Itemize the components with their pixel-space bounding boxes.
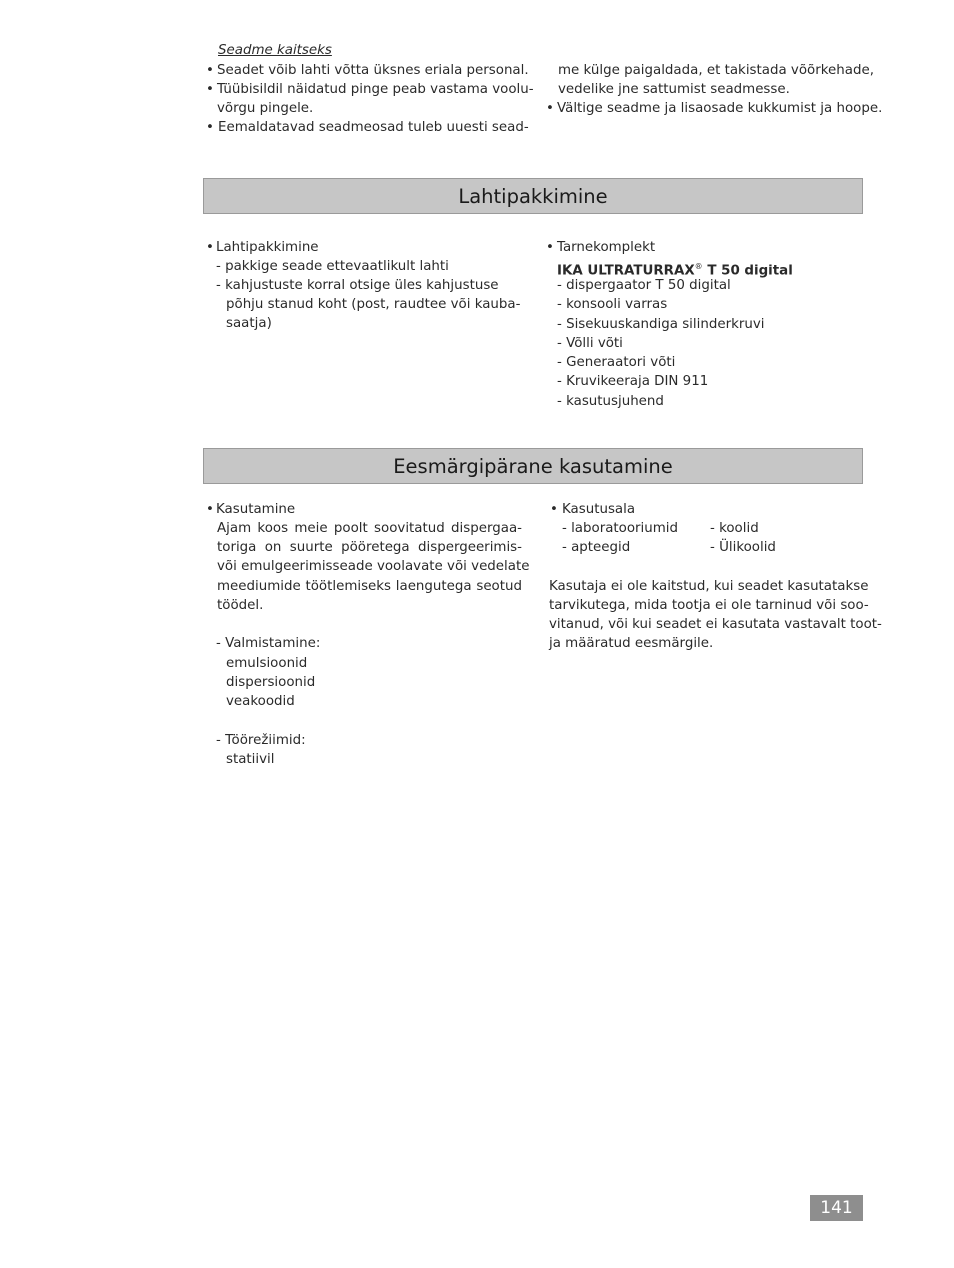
- bullet: •: [206, 502, 214, 517]
- manufacture-item: veakoodid: [226, 694, 295, 709]
- bullet: •: [546, 240, 554, 255]
- liability-paragraph-line: Kasutaja ei ole kaitstud, kui seadet kasutatakse: [549, 579, 869, 594]
- bullet: •: [206, 63, 214, 78]
- liability-paragraph-line: ja määratud eesmärgile.: [549, 636, 714, 651]
- safety-item: Eemaldatavad seadmeosad tuleb uuesti sead-: [218, 120, 529, 135]
- bullet: •: [206, 82, 214, 97]
- page-number: 141: [810, 1195, 863, 1221]
- delivery-item: - Võlli võti: [557, 336, 623, 351]
- delivery-item: - kasutusjuhend: [557, 394, 664, 409]
- delivery-item: - Generaatori võti: [557, 355, 676, 370]
- manufacture-item: emulsioonid: [226, 656, 308, 671]
- unpacking-item-cont: saatja): [226, 316, 272, 331]
- usage-paragraph-line: töödel.: [217, 598, 264, 613]
- delivery-item: - Sisekuuskandiga silinderkruvi: [557, 317, 765, 332]
- area-item: - Ülikoolid: [710, 540, 776, 555]
- product-name: IKA ULTRATURRAX® T 50 digital: [557, 262, 793, 279]
- safety-item: Seadet võib lahti võtta üksnes eriala personal.: [217, 63, 529, 78]
- delivery-item: - Kruvikeeraja DIN 911: [557, 374, 709, 389]
- safety-item: Vältige seadme ja lisaosade kukkumist ja hoope.: [557, 101, 883, 116]
- liability-paragraph-line: vitanud, või kui seadet ei kasutata vastavalt toot-: [549, 617, 882, 632]
- safety-item-cont: me külge paigaldada, et takistada võõrkehade,: [558, 63, 874, 78]
- areas-head: Kasutusala: [562, 502, 636, 517]
- section-title-intended-use: Eesmärgipärane kasutamine: [203, 448, 863, 484]
- safety-item: Tüübisildil näidatud pinge peab vastama voolu-: [217, 82, 534, 97]
- usage-head: Kasutamine: [216, 502, 296, 517]
- usage-paragraph-line: toriga on suurte pööretega dispergeerimis-: [217, 540, 522, 555]
- area-item: - laboratooriumid: [562, 521, 679, 536]
- modes-item: statiivil: [226, 752, 275, 767]
- area-item: - koolid: [710, 521, 759, 536]
- unpacking-item-cont: põhju stanud koht (post, raudtee või kauba-: [226, 297, 521, 312]
- bullet: •: [206, 240, 214, 255]
- usage-paragraph-line: või emulgeerimisseade voolavate või vedelate: [217, 559, 530, 574]
- bullet: •: [546, 101, 554, 116]
- manufacture-item: dispersioonid: [226, 675, 316, 690]
- delivery-head: Tarnekomplekt: [557, 240, 656, 255]
- section-title-unpacking: Lahtipakkimine: [203, 178, 863, 214]
- safety-item-cont: võrgu pingele.: [217, 101, 314, 116]
- safety-item-cont: vedelike jne sattumist seadmesse.: [558, 82, 790, 97]
- manufacture-head: - Valmistamine:: [216, 636, 321, 651]
- bullet: •: [206, 120, 214, 135]
- unpacking-item: - kahjustuste korral otsige üles kahjustuse: [216, 278, 499, 293]
- liability-paragraph-line: tarvikutega, mida tootja ei ole tarninud või soo-: [549, 598, 869, 613]
- area-item: - apteegid: [562, 540, 631, 555]
- delivery-item: - dispergaator T 50 digital: [557, 278, 731, 293]
- usage-paragraph-line: meediumide töötlemiseks laengutega seotud: [217, 579, 522, 594]
- unpacking-head: Lahtipakkimine: [216, 240, 319, 255]
- safety-heading: Seadme kaitseks: [218, 43, 332, 58]
- usage-paragraph-line: Ajam koos meie poolt soovitatud dispergaa-: [217, 521, 522, 536]
- bullet: •: [550, 502, 558, 517]
- delivery-item: - konsooli varras: [557, 297, 668, 312]
- unpacking-item: - pakkige seade ettevaatlikult lahti: [216, 259, 449, 274]
- modes-head: - Töörežiimid:: [216, 733, 306, 748]
